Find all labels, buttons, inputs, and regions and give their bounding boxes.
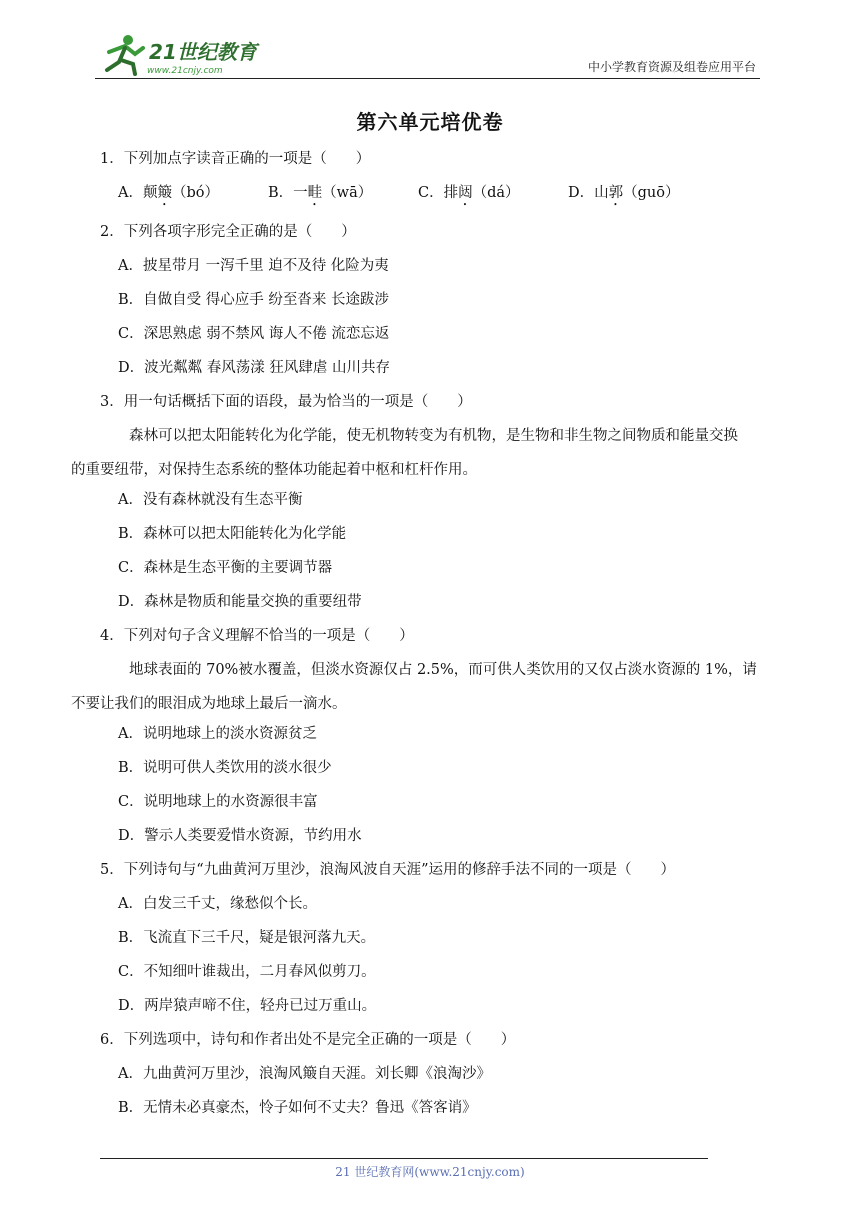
question-6-stem: 6．下列选项中，诗句和作者出处不是完全正确的一项是（ ） [100,1032,516,1048]
question-3-option-c: C．森林是生态平衡的主要调节器 [118,560,333,576]
option-a: A．颠簸（bó） [118,185,219,201]
question-6-option-a: A．九曲黄河万里沙，浪淘风簸自天涯。刘长卿《浪淘沙》 [118,1066,491,1082]
question-2-option-c: C．深思熟虑 弱不禁风 诲人不倦 流恋忘返 [118,326,390,342]
dotted-char: 郭 [608,185,624,201]
platform-name: 中小学教育资源及组卷应用平台 [587,60,756,74]
question-4-option-d: D．警示人类要爱惜水资源，节约用水 [118,828,362,844]
logo-url: www.21cnjy.com [147,66,223,76]
dotted-char: 闼 [458,185,473,201]
question-6-option-b: B．无情未必真豪杰，怜子如何不丈夫？鲁迅《答客诮》 [118,1100,477,1116]
question-5-option-a: A．白发三千丈，缘愁似个长。 [118,896,317,912]
footer-divider [100,1158,708,1159]
page-title: 第六单元培优卷 [356,110,504,134]
question-5-option-d: D．两岸猿声啼不住，轻舟已过万重山。 [118,998,377,1014]
question-2-stem: 2．下列各项字形完全正确的是（ ） [100,224,356,240]
page-header [95,30,760,79]
question-3-stem: 3．用一句话概括下面的语段，最为恰当的一项是（ ） [100,394,472,410]
question-2-option-d: D．波光粼粼 春风荡漾 狂风肆虐 山川共存 [118,360,390,376]
question-4-stem: 4．下列对句子含义理解不恰当的一项是（ ） [100,628,414,644]
option-b: B．一畦（wā） [268,185,373,201]
question-1-stem: 1．下列加点字读音正确的一项是（ ） [100,151,371,167]
question-4-passage: 地球表面的 70%被水覆盖，但淡水资源仅占 2.5%，而可供人类饮用的又仅占淡水资源的 1%，请 不要让我们的眼泪成为地球上最后一滴水。 [71,662,757,712]
question-3-option-b: B．森林可以把太阳能转化为化学能 [118,526,347,542]
option-c: C．排闼（dá） [418,185,520,201]
question-1-options [118,182,770,209]
question-3-passage: 森林可以把太阳能转化为化学能，使无机物转变为有机物，是生物和非生物之间物质和能量交换 的重要纽带，对保持生态系统的整体功能起着中枢和杠杆作用。 [71,428,738,478]
logo-text: 21世纪教育 [149,40,257,64]
site-logo [95,32,265,78]
question-2-option-a: A．披星带月 一泻千里 迫不及待 化险为夷 [118,258,389,274]
question-5-option-c: C．不知细叶谁裁出，二月春风似剪刀。 [118,964,376,980]
question-4-option-b: B．说明可供人类饮用的淡水很少 [118,760,332,776]
dotted-char: 畦 [307,185,323,201]
exam-content [71,148,770,1131]
page-footer: 21 世纪教育网(www.21cnjy.com) [335,1165,525,1179]
option-d: D．山郭（guō） [568,185,680,201]
question-5-option-b: B．飞流直下三千尺，疑是银河落九天。 [118,930,376,946]
runner-icon [107,35,143,74]
question-3-option-a: A．没有森林就没有生态平衡 [118,492,303,508]
question-3-option-d: D．森林是物质和能量交换的重要纽带 [118,594,362,610]
question-4-option-c: C．说明地球上的水资源很丰富 [118,794,318,810]
question-4-option-a: A．说明地球上的淡水资源贫乏 [118,726,317,742]
question-5-stem: 5．下列诗句与“九曲黄河万里沙，浪淘风波自天涯”运用的修辞手法不同的一项是（ ） [100,862,676,878]
question-2-option-b: B．自做自受 得心应手 纷至沓来 长途跋涉 [118,292,389,308]
dotted-char: 簸 [157,185,172,201]
